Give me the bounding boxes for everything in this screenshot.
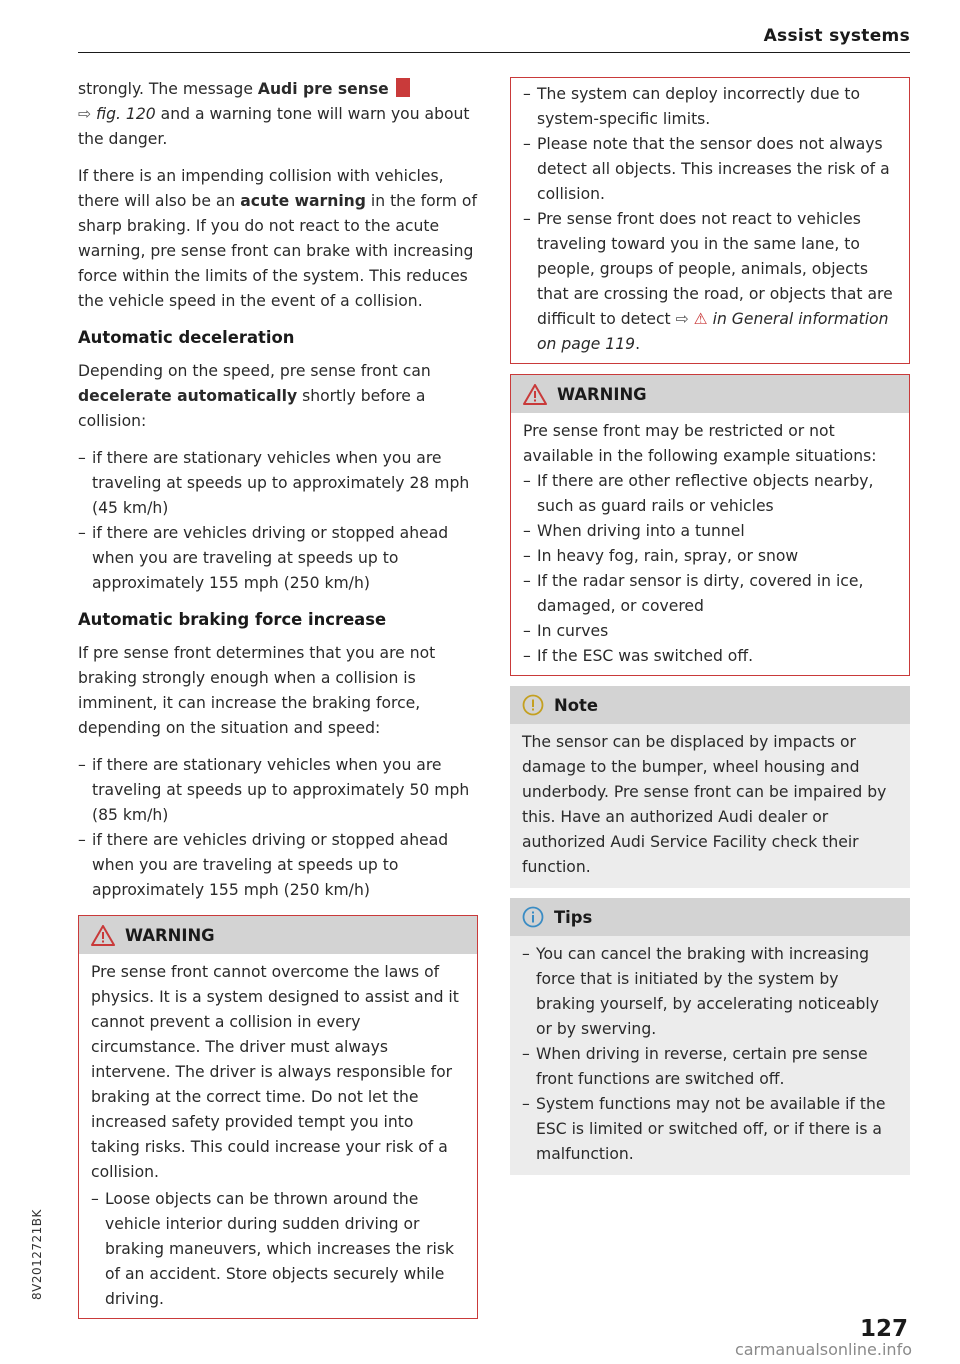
arrow-right-icon: ⇨ [675, 310, 694, 328]
list-item: – If the radar sensor is dirty, covered in ice, damaged, or covered [523, 569, 897, 619]
page-ref[interactable]: in General information on page 119 [537, 310, 889, 353]
warning-body [79, 954, 477, 1318]
warning-triangle-icon [523, 384, 547, 405]
list-item: – When driving in reverse, certain pre sense front functions are switched off. [522, 1042, 898, 1092]
warning-box [78, 915, 478, 1319]
intro-paragraph: strongly. The message Audi pre sense ⇨ fig. 120 and a warning tone will warn you about the danger. [78, 80, 470, 148]
braking-list [78, 753, 478, 903]
warning-text: Pre sense front cannot overcome the laws of physics. It is a system designed to assist and it cannot prevent a collision in every circumstance. The driver must always intervene. The driver is always responsible for braking at the correct time. Do not let the increased safety provided tempt you into taking risks. This could increase your risk of a collision. [91, 963, 459, 1181]
message-name: Audi pre sense [257, 80, 389, 98]
warning-title: WARNING [557, 384, 647, 404]
list-item: – You can cancel the braking with increasing force that is initiated by the system by braking yourself, by accelerating noticeably or by swerving. [522, 942, 898, 1042]
list-item: – Pre sense front does not react to vehicles traveling toward you in the same lane, to people, groups of people, animals, objects that are crossing the road, or objects that are difficult to detect ⇨ ⚠ in General information on page 119. [523, 207, 897, 357]
header-rule [78, 52, 910, 53]
warning-title: WARNING [125, 925, 215, 945]
warning-list [523, 469, 897, 669]
list-item: – Loose objects can be thrown around the vehicle interior during sudden driving or braking maneuvers, which increases the risk of an accident. Store objects securely while driving. [91, 1187, 465, 1312]
deceleration-paragraph: Depending on the speed, pre sense front can decelerate automatically shortly before a collision: [78, 362, 431, 430]
braking-paragraph: If pre sense front determines that you are not braking strongly enough when a collision is imminent, it can increase the braking force, depending on the situation and speed: [78, 644, 436, 737]
warning-box [510, 374, 910, 676]
list-item: – The system can deploy incorrectly due to system-specific limits. [523, 82, 897, 132]
tips-title: Tips [554, 907, 593, 927]
tips-list [522, 942, 898, 1167]
watermark-link[interactable]: carmanualsonline.info [734, 1340, 912, 1359]
heading-deceleration: Automatic deceleration [78, 328, 295, 347]
list-item: – If the ESC was switched off. [523, 644, 897, 669]
alert-tile-icon [396, 78, 410, 97]
document-code: 8V2012721BK [30, 1209, 44, 1300]
list-item: – System functions may not be available if the ESC is limited or switched off, or if there is a malfunction. [522, 1092, 898, 1167]
list-item: – When driving into a tunnel [523, 519, 897, 544]
list-item: – if there are vehicles driving or stopped ahead when you are traveling at speeds up to approximately 155 mph (250 km/h) [78, 521, 478, 596]
warning-continued-body [511, 78, 909, 363]
warning-triangle-icon [91, 925, 115, 946]
list-item: – If there are other reflective objects nearby, such as guard rails or vehicles [523, 469, 897, 519]
warning-text: Pre sense front may be restricted or not available in the following example situations: [523, 422, 877, 465]
warning-continued-list [523, 82, 897, 357]
deceleration-list [78, 446, 478, 596]
exclamation-circle-icon [522, 694, 544, 716]
warning-triangle-icon: ⚠ [693, 310, 708, 328]
tips-body [510, 936, 910, 1175]
info-circle-icon [522, 906, 544, 928]
arrow-right-icon: ⇨ [78, 105, 92, 123]
note-header [510, 686, 910, 724]
right-column [510, 77, 910, 1185]
warning-continued-box [510, 77, 910, 364]
warning-list [91, 1187, 465, 1312]
warning-body [511, 413, 909, 675]
note-body [510, 724, 910, 888]
list-item: – In curves [523, 619, 897, 644]
tips-box [510, 898, 910, 1175]
left-column [78, 77, 478, 1329]
note-title: Note [554, 695, 598, 715]
list-item: – if there are vehicles driving or stopped ahead when you are traveling at speeds up to approximately 155 mph (250 km/h) [78, 828, 478, 903]
warning-header [79, 916, 477, 954]
list-item: – In heavy fog, rain, spray, or snow [523, 544, 897, 569]
acute-warning-paragraph: If there is an impending collision with vehicles, there will also be an acute warning in the form of sharp braking. If you do not react to the acute warning, pre sense front can brake with increasing force within the limits of the system. This reduces the vehicle speed in the event of a collision. [78, 167, 477, 310]
tips-header [510, 898, 910, 936]
page-number: 127 [859, 1316, 908, 1342]
list-item: – if there are stationary vehicles when you are traveling at speeds up to approximately 28 mph (45 km/h) [78, 446, 478, 521]
note-text: The sensor can be displaced by impacts or damage to the bumper, wheel housing and underbody. Pre sense front can be impaired by this. Have an authorized Audi dealer or authorized Audi Service Facility check their function. [522, 733, 887, 876]
running-head: Assist systems [763, 26, 910, 46]
list-item: – if there are stationary vehicles when you are traveling at speeds up to approximately 50 mph (85 km/h) [78, 753, 478, 828]
warning-header [511, 375, 909, 413]
figure-ref[interactable]: fig. 120 [96, 105, 156, 123]
heading-braking-force: Automatic braking force increase [78, 610, 387, 629]
note-box [510, 686, 910, 888]
list-item: – Please note that the sensor does not always detect all objects. This increases the risk of a collision. [523, 132, 897, 207]
